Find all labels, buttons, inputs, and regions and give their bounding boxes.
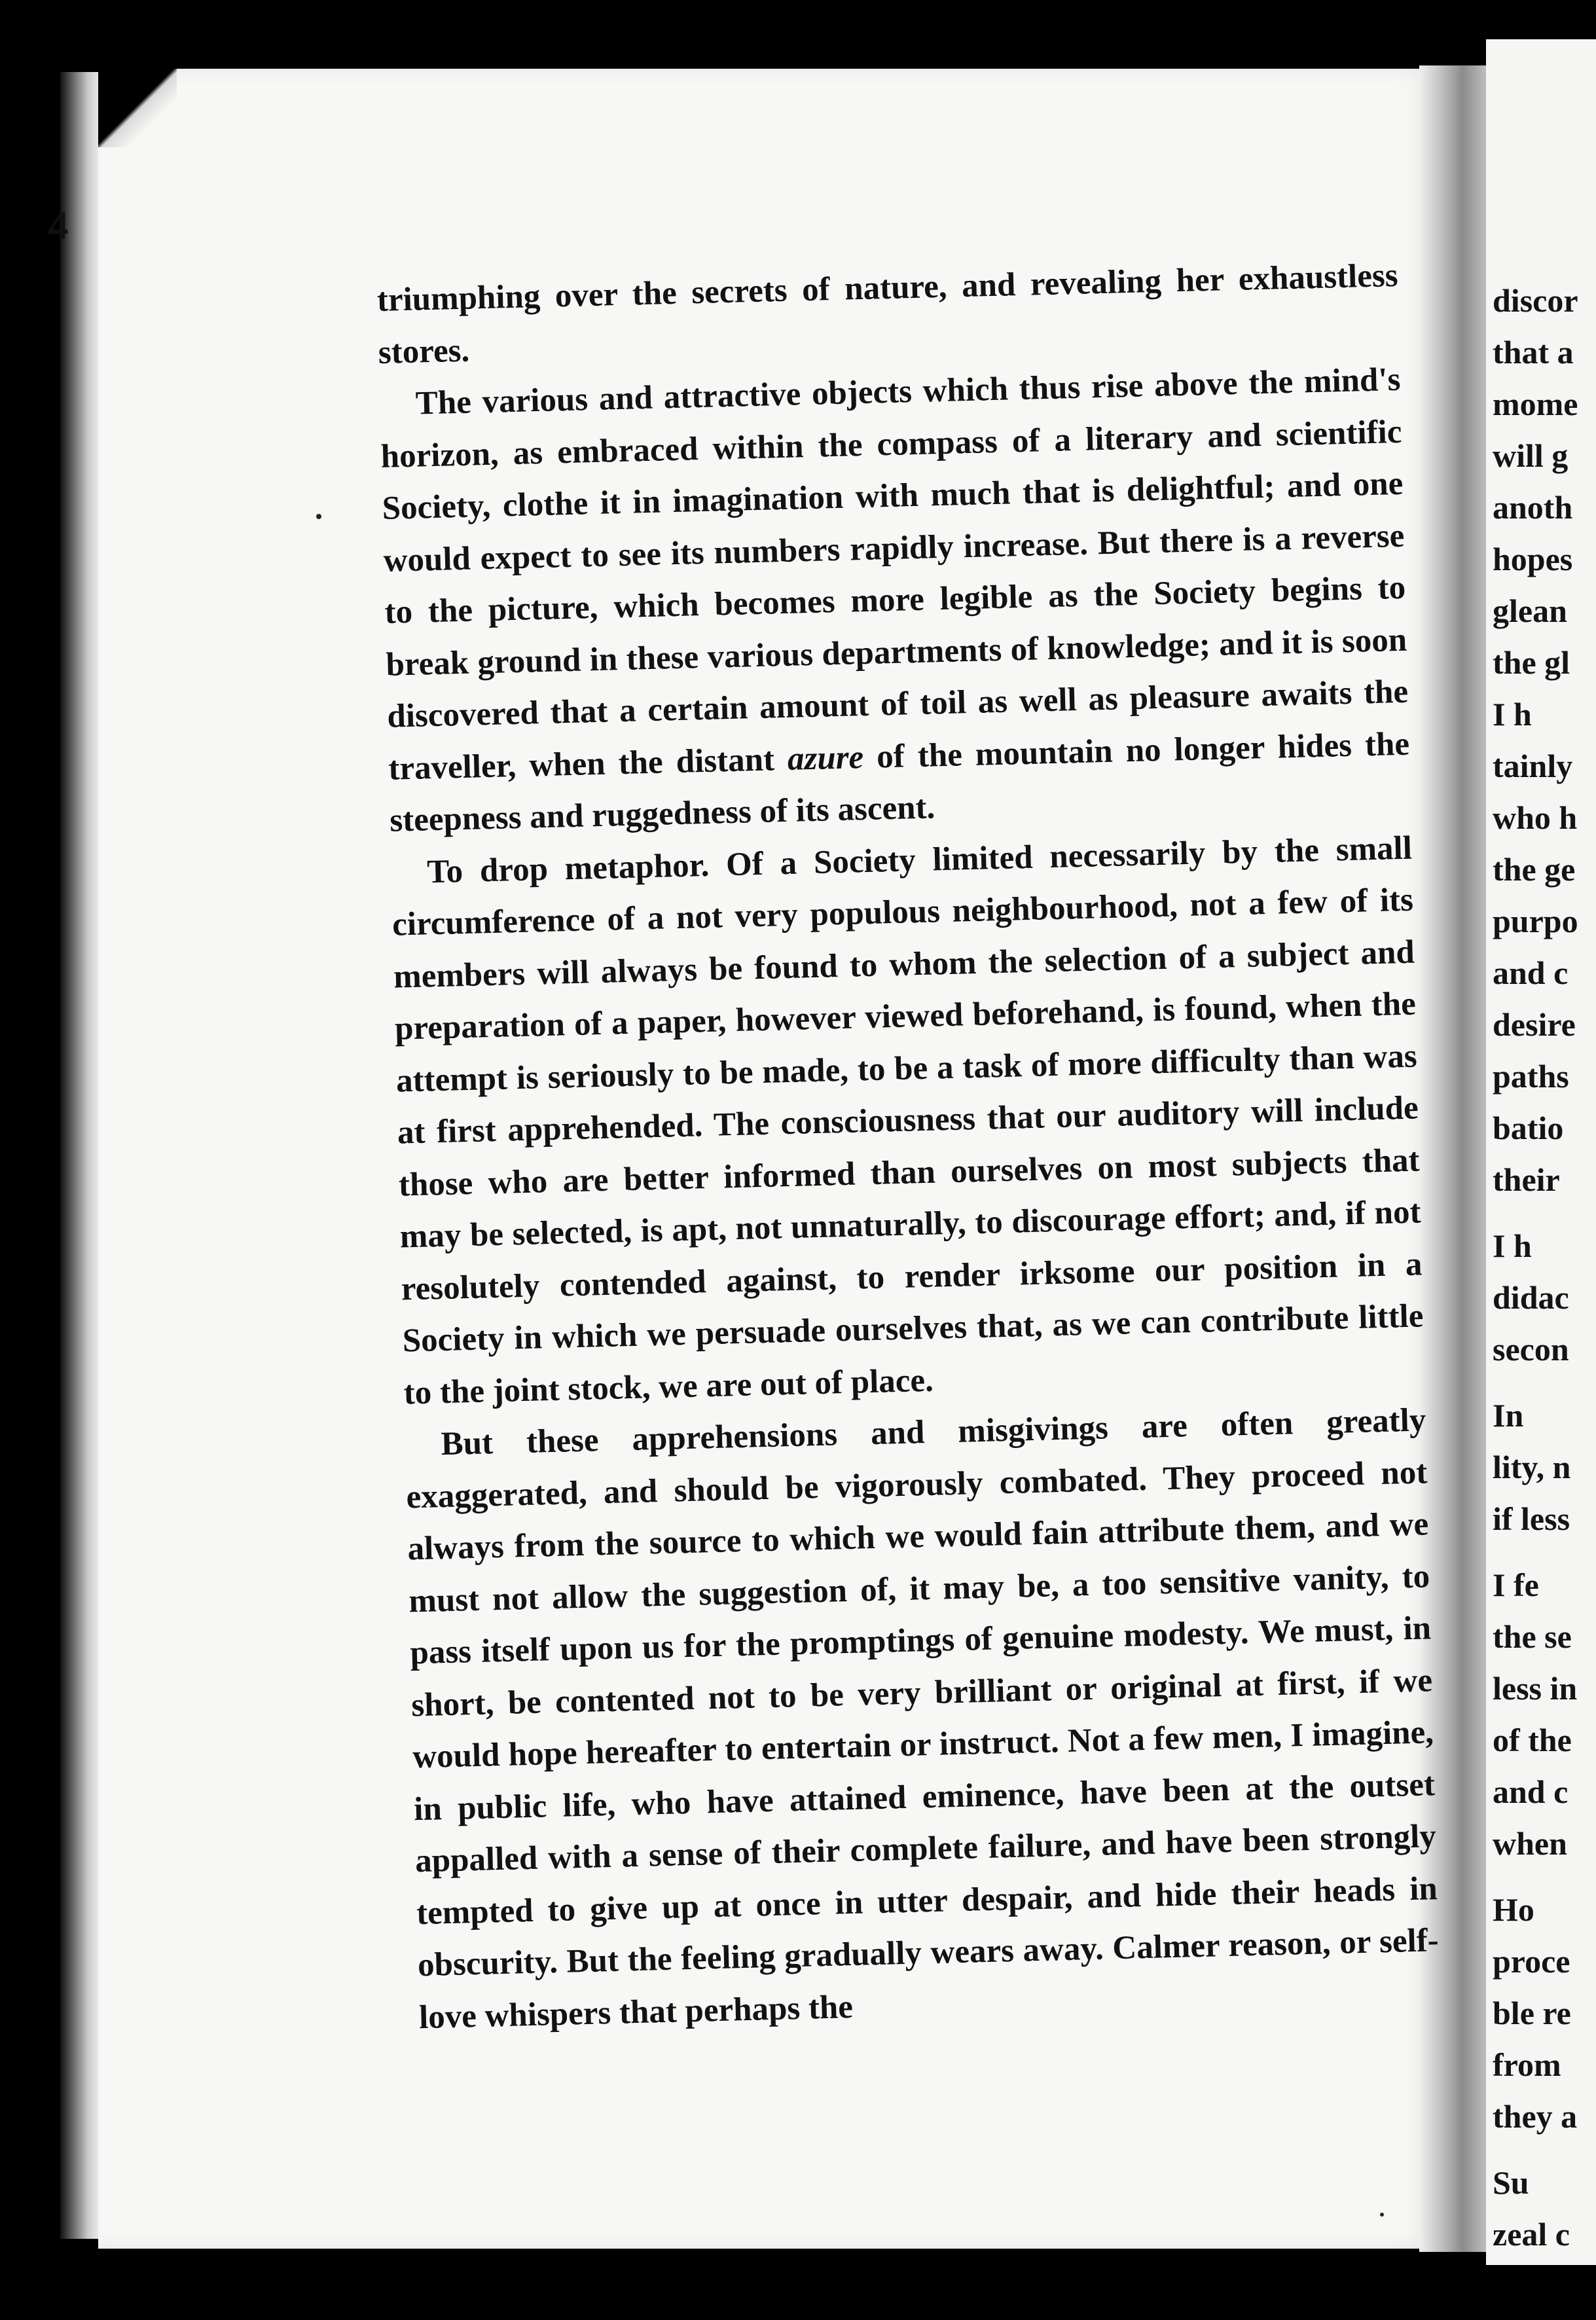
fragment-line: from: [1493, 2046, 1561, 2083]
fragment-line: that a: [1493, 334, 1574, 371]
fragment-line: their: [1493, 1161, 1560, 1198]
paragraph-gap: [1493, 1375, 1596, 1390]
fragment-line: Su: [1493, 2164, 1529, 2201]
paragraph-gap: [1493, 1545, 1596, 1559]
paragraph-continued: triumphing over the secrets of nature, and revealing her exhaustless stores.: [376, 257, 1399, 371]
fragment-line: batio: [1493, 1110, 1564, 1146]
fragment-line: lity, n: [1493, 1449, 1571, 1485]
book-binding-edge: [60, 72, 100, 2239]
fragment-line: I fe: [1493, 1567, 1539, 1603]
fragment-line: glean: [1493, 592, 1567, 629]
folded-page-corner: [98, 69, 177, 147]
fragment-line: they a: [1493, 2098, 1578, 2135]
paragraph: But these apprehensions and misgivings are often greatly exaggerated, and should be vigorously combated. They proceed not always from the source to which we would fain attribute them, and we must not allow the suggestion of, it may be, a too sensitive vanity, to pass itself upon us for the promptings of genuine modesty. We must, in short, be contented not to be very brilliant or original at first, if we would hope hereafter to entertain or instruct. Not a few men, I imagine, in public life, who have attained eminence, have been at the outset appalled with a sense of their complete failure, and have been strongly tempted to give up at once in utter despair, and hide their heads in obscurity. But the feeling gradually wears away. Calmer reason, or self-love whispers that perhaps the: [405, 1402, 1440, 2036]
paragraph: The various and attractive objects which thus rise above the mind's horizon, as embraced within the compass of a literary and scientific Society, clothe it in imagination with much that is delightful; and one would expect to see its numbers rapidly increase. But there is a reverse to the picture, which becomes more legible as the Society begins to break ground in these various departments of knowledge; and it is soon discovered that a certain amount of toil as well as pleasure awaits the traveller, when the distant azure of the mountain no longer hides the steepness and ruggedness of its ascent.: [380, 361, 1410, 839]
right-page-text-fragments: [1493, 275, 1596, 2260]
paragraph-gap: [1493, 2143, 1596, 2157]
italic-word: azure: [787, 738, 864, 778]
ink-speck: [1380, 2213, 1384, 2217]
paragraph-gap: [1493, 1206, 1596, 1220]
fragment-line: In: [1493, 1397, 1524, 1434]
fragment-line: mome: [1493, 386, 1578, 422]
fragment-line: and c: [1493, 954, 1569, 991]
paragraph-gap: [1493, 1870, 1596, 1884]
fragment-line: secon: [1493, 1331, 1569, 1368]
fragment-line: the ge: [1493, 851, 1576, 888]
fragment-line: the se: [1493, 1618, 1572, 1655]
main-text-block: [376, 250, 1441, 2044]
fragment-line: of the: [1493, 1722, 1572, 1758]
fragment-line: ble re: [1493, 1995, 1571, 2031]
right-page-edge: [1486, 39, 1596, 2265]
fragment-line: paths: [1493, 1058, 1569, 1095]
fragment-line: I h: [1493, 1227, 1532, 1264]
ink-speck: [316, 514, 321, 519]
fragment-line: didac: [1493, 1279, 1569, 1316]
fragment-line: I h: [1493, 696, 1532, 733]
fragment-line: tainly: [1493, 748, 1573, 784]
fragment-line: the gl: [1493, 644, 1570, 681]
fragment-line: anoth: [1493, 489, 1573, 526]
page-number: 4: [48, 204, 69, 248]
fragment-line: desire: [1493, 1006, 1576, 1043]
fragment-line: when: [1493, 1825, 1567, 1862]
fragment-line: who h: [1493, 799, 1578, 836]
fragment-line: will g: [1493, 437, 1569, 474]
fragment-line: and c: [1493, 1773, 1569, 1810]
fragment-line: hopes: [1493, 541, 1573, 577]
fragment-line: zeal c: [1493, 2216, 1570, 2253]
fragment-line: purpo: [1493, 903, 1578, 939]
fragment-line: discor: [1493, 282, 1578, 319]
fragment-line: less in: [1493, 1670, 1578, 1707]
fragment-line: Ho: [1493, 1891, 1534, 1928]
fragment-line: if less: [1493, 1500, 1570, 1537]
fragment-line: proce: [1493, 1943, 1570, 1980]
paragraph: To drop metaphor. Of a Society limited necessarily by the small circumference of a not very populous neighbourhood, not a few of its members will always be found to whom the selection of a subject and preparation of a paper, however viewed beforehand, is found, when the attempt is seriously to be made, to be a task of more difficulty than was at first apprehended. The consciousness that our auditory will include those who are better informed than ourselves on most subjects that may be selected, is apt, not unnaturally, to discourage effort; and, if not resolutely contended against, to render irksome our position in a Society in which we persuade ourselves that, as we can contribute little to the joint stock, we are out of place.: [391, 829, 1424, 1411]
